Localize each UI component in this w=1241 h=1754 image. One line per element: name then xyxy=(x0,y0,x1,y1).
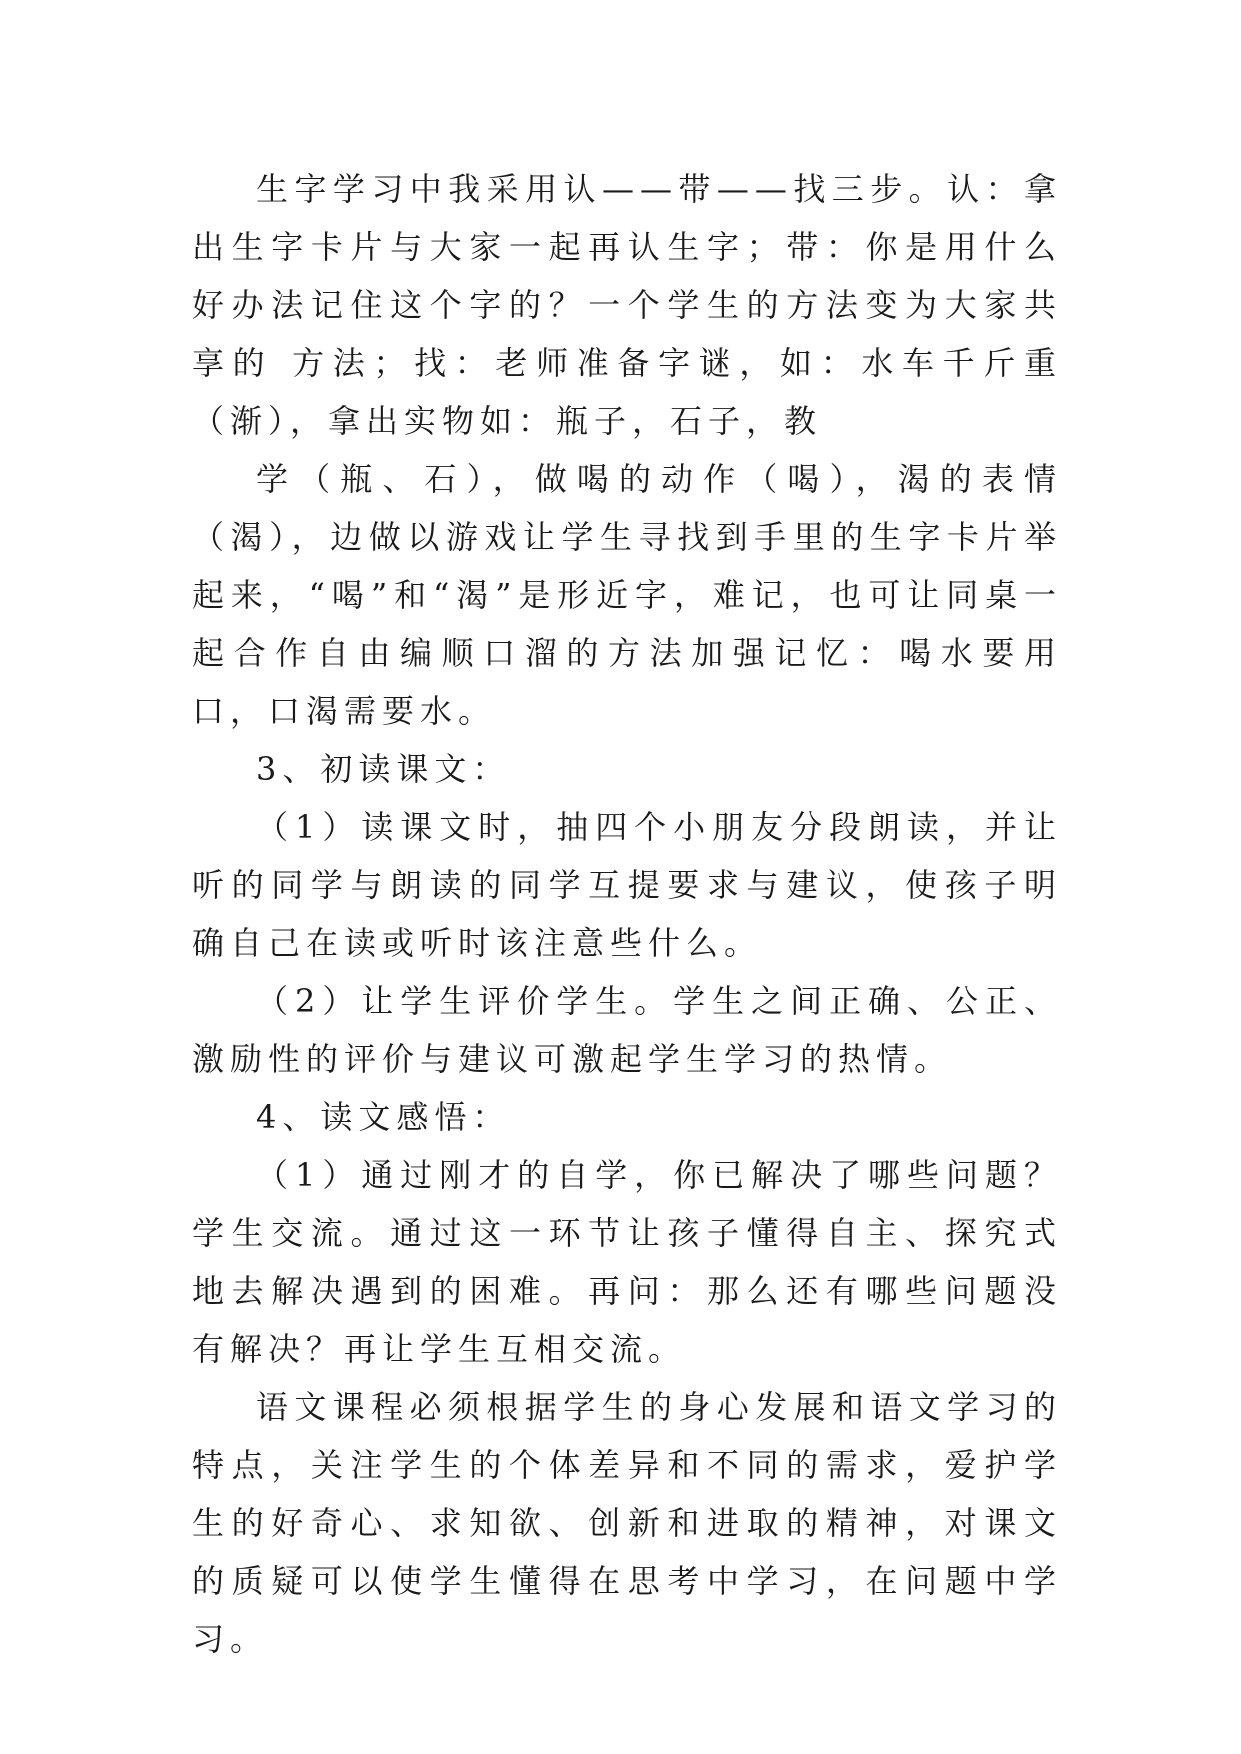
document-body xyxy=(192,160,1062,1668)
paragraph-teaching-game: 学（瓶、石），做喝的动作（喝），渴的表情（渴），边做以游戏让学生寻找到手里的生字卡片举起来，“喝”和“渴”是形近字，难记，也可让同桌一起合作自由编顺口溜的方法加强记忆：喝水要用口，口渴需要水。 xyxy=(192,460,1062,730)
paragraph-insight-item-1: （1）通过刚才的自学，你已解决了哪些问题？学生交流。通过这一环节让孩子懂得自主、探究式地去解决遇到的困难。再问：那么还有哪些问题没有解决？再让学生互相交流。 xyxy=(192,1156,1062,1368)
paragraph-curriculum-note: 语文课程必须根据学生的身心发展和语文学习的特点，关注学生的个体差异和不同的需求，爱护学生的好奇心、求知欲、创新和进取的精神，对课文的质疑可以使学生懂得在思考中学习，在问题中学习。 xyxy=(192,1388,1062,1658)
paragraph-reading-item-2: （2）让学生评价学生。学生之间正确、公正、激励性的评价与建议可激起学生学习的热情。 xyxy=(192,982,1062,1078)
heading-first-reading: 3、初读课文： xyxy=(256,750,511,788)
heading-reading-insight: 4、读文感悟： xyxy=(256,1098,511,1136)
paragraph-character-learning: 生字学习中我采用认——带——找三步。认：拿出生字卡片与大家一起再认生字；带：你是用什么好办法记住这个字的？一个学生的方法变为大家共享的 方法；找：老师准备字谜，如：水车千斤重（渐），拿出实物如：瓶子，石子，教 xyxy=(192,170,1062,440)
paragraph-reading-item-1: （1）读课文时，抽四个小朋友分段朗读，并让听的同学与朗读的同学互提要求与建议，使孩子明确自己在读或听时该注意些什么。 xyxy=(192,808,1062,962)
